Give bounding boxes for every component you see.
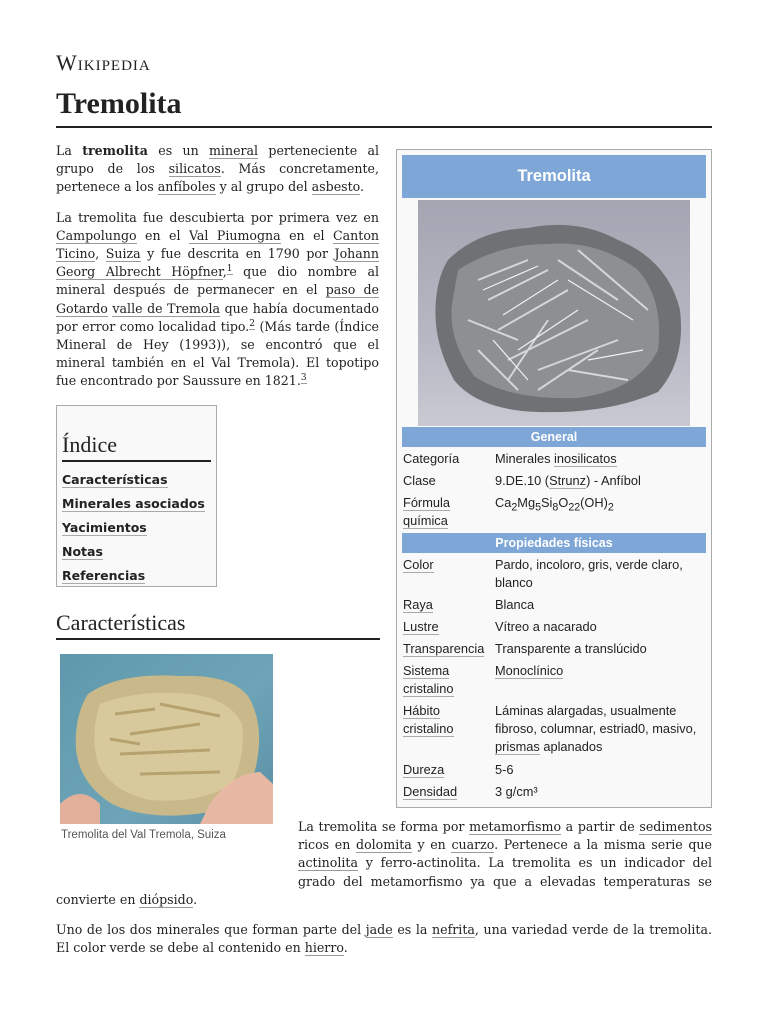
section-text (56, 818, 712, 969)
link-inosilicatos[interactable]: inosilicatos (554, 451, 617, 466)
reference-1[interactable]: 1 (226, 264, 233, 275)
infobox-section-fisicas: Propiedades físicas (402, 533, 706, 553)
infobox-value[interactable]: Monoclínico (495, 663, 564, 678)
wikipedia-logo[interactable]: Wikipedia (56, 50, 151, 75)
infobox-title: Tremolita (402, 155, 706, 198)
infobox-label[interactable]: Lustre (403, 619, 439, 634)
infobox-label[interactable]: Raya (403, 597, 433, 612)
infobox-value: Minerales inosilicatos (495, 451, 617, 466)
link-prismas[interactable]: prismas (495, 739, 540, 754)
link-actinolita[interactable]: actinolita (298, 855, 358, 871)
infobox-label[interactable]: Fórmula química (403, 495, 450, 528)
bold-term: tremolita (82, 143, 148, 158)
infobox-label: Clase (403, 473, 436, 488)
link-asbesto[interactable]: asbesto (311, 179, 361, 195)
toc-item-notas[interactable]: Notas (62, 544, 103, 559)
infobox-label[interactable]: Densidad (403, 784, 458, 799)
infobox-label[interactable]: Dureza (403, 762, 445, 777)
page-title: Tremolita (56, 84, 712, 128)
infobox (396, 149, 712, 808)
toc-item-referencias[interactable]: Referencias (62, 568, 146, 583)
reference-3[interactable]: 3 (300, 373, 307, 384)
infobox-label[interactable]: Transparencia (403, 641, 485, 656)
section-heading-caracteristicas: Características (56, 608, 380, 640)
link-valle-tremola[interactable]: valle de Tremola (112, 300, 221, 316)
infobox-label[interactable]: Color (403, 557, 434, 572)
tremolita-val-tremola-photo[interactable] (60, 654, 273, 824)
tremolita-specimen-photo[interactable] (418, 200, 690, 426)
link-cuarzo[interactable]: cuarzo (451, 837, 495, 853)
intro-paragraph-2: La tremolita fue descubierta por primera vez en Campolungo en el Val Piumogna en el Canton Ticino, Suiza y fue descrita en 1790 por Johann Georg Albrecht Höpfner,$^1$ que dio nombre al mineral después de permanecer en el paso de Gotardo valle de Tremola que había documentado por error como localidad tipo.$^2$ (Más tarde (Índice Mineral de Hey (1993)), se encontró que el mineral también en el Val Tremola). El topotipo fue encontrado por Saussure en 1821.$^3$ (56, 209, 380, 389)
toc-item-minerales-asociados[interactable]: Minerales asociados (62, 496, 205, 511)
toc-item-yacimientos[interactable]: Yacimientos (62, 520, 147, 535)
figure-caption: Tremolita del Val Tremola, Suiza (61, 829, 226, 841)
infobox-value: Transparente a translúcido (495, 641, 647, 656)
link-sedimentos[interactable]: sedimentos (639, 819, 712, 834)
link-diopsido[interactable]: diópsido (139, 891, 194, 907)
link-anfiboles[interactable]: anfíboles (157, 179, 216, 195)
link-suiza[interactable]: Suiza (105, 246, 141, 262)
link-silicatos[interactable]: silicatos (168, 161, 221, 177)
table-of-contents (56, 405, 217, 587)
link-mineral[interactable]: mineral (208, 143, 259, 158)
link-campolungo[interactable]: Campolungo (56, 227, 137, 243)
infobox-label[interactable]: Sistema cristalino (403, 663, 454, 696)
link-canton-ticino[interactable]: Canton Ticino (56, 227, 380, 262)
infobox-value: 3 g/cm³ (495, 784, 538, 799)
chemical-formula: $Ca_2Mg_5Si_8O_{22}(OH)_2$ (495, 495, 614, 514)
section-paragraph-2: Uno de los dos minerales que forman parte del jade es la nefrita, una variedad verde de la tremolita. El color verde se debe al contenido en hierro. (56, 922, 712, 956)
intro-paragraph-1: La tremolita es un mineral perteneciente al grupo de los silicatos. Más concretamente, pertenece a los anfíboles y al grupo del asbesto. (56, 143, 379, 195)
link-metamorfismo[interactable]: metamorfismo (469, 819, 562, 834)
intro-text (56, 142, 379, 403)
link-hierro[interactable]: hierro (304, 940, 344, 956)
infobox-label[interactable]: Hábito cristalino (403, 703, 454, 736)
infobox-value: Vítreo a nacarado (495, 619, 597, 634)
infobox-value: Pardo, incoloro, gris, verde claro, blanco (495, 557, 683, 590)
link-dolomita[interactable]: dolomita (356, 837, 412, 853)
link-hopfner[interactable]: Johann Georg Albrecht Höpfner (56, 246, 379, 280)
infobox-section-general: General (402, 427, 706, 447)
link-jade[interactable]: jade (365, 922, 393, 938)
toc-title: Índice (62, 430, 211, 462)
infobox-value: 9.DE.10 (Strunz) - Anfíbol (495, 473, 641, 488)
reference-2[interactable]: 2 (249, 318, 256, 329)
link-nefrita[interactable]: nefrita (432, 922, 475, 938)
toc-item-caracteristicas[interactable]: Características (62, 472, 168, 487)
link-val-piumogna[interactable]: Val Piumogna (188, 227, 281, 243)
infobox-value: 5-6 (495, 762, 514, 777)
link-strunz[interactable]: Strunz (549, 473, 587, 488)
infobox-value: Blanca (495, 597, 535, 612)
section-paragraph-1: La tremolita se forma por metamorfismo a partir de sedimentos ricos en dolomita y en cuarzo. Pertenece a la misma serie que actinolita y ferro-actinolita. La tremolita es un indicador del grado del metamorfismo ya que a elevadas temperaturas se convierte en diópsido. (56, 819, 712, 907)
infobox-value: Láminas alargadas, usualmente fibroso, columnar, estriad0, masivo, prismas aplanados (495, 703, 697, 754)
infobox-label: Categoría (403, 451, 460, 466)
link-paso-gotardo[interactable]: paso de Gotardo (56, 282, 380, 316)
